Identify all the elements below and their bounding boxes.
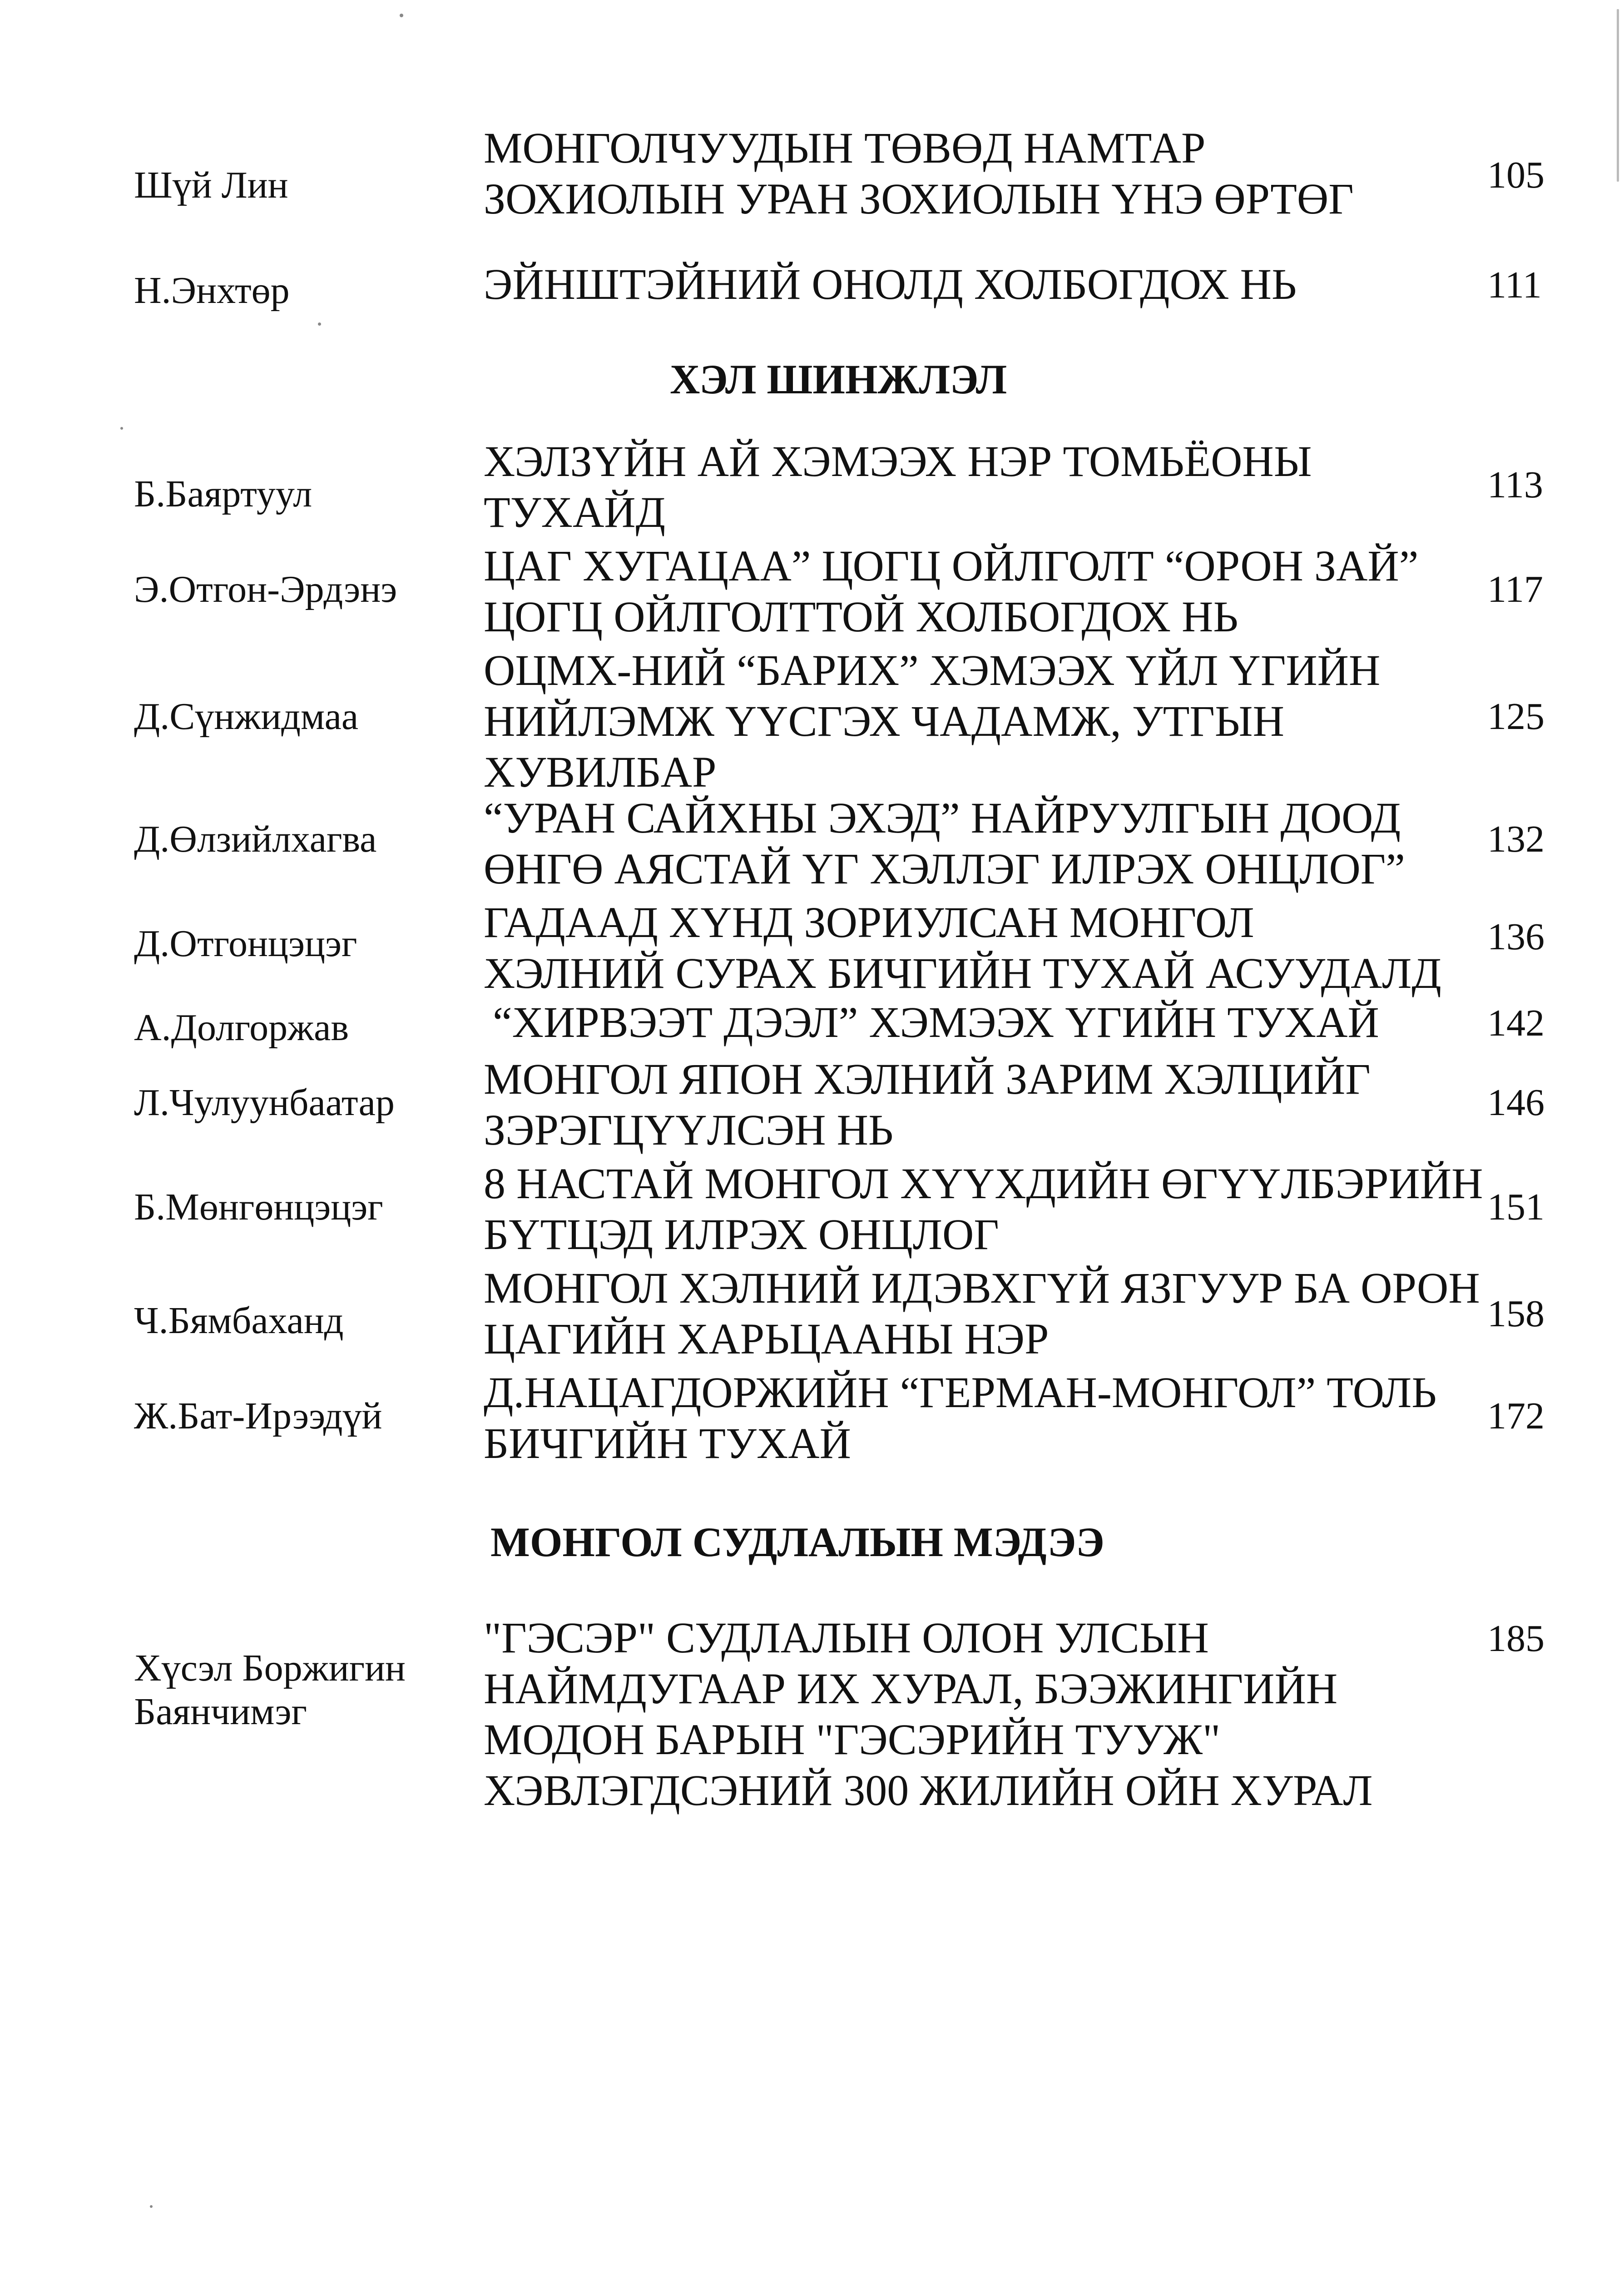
toc-title [484, 1054, 1371, 1155]
toc-page-number: 113 [1487, 464, 1543, 506]
section-heading-mongolian-studies-news: МОНГОЛ СУДЛАЛЫН МЭДЭЭ [490, 1519, 1104, 1565]
toc-author: Ч.Бямбаханд [134, 1299, 344, 1342]
toc-page-number: 111 [1487, 264, 1542, 306]
toc-title [484, 123, 1354, 224]
toc-title [484, 897, 1441, 999]
toc-title [484, 540, 1418, 642]
toc-author: Д.Отгонцэцэг [134, 922, 357, 965]
toc-title-line: 8 НАСТАЙ МОНГОЛ ХҮҮХДИЙН ӨГҮҮЛБЭРИЙН [484, 1159, 1483, 1208]
toc-page-number: 158 [1487, 1293, 1545, 1335]
toc-title-line: ОЦМХ-НИЙ “БАРИХ” ХЭМЭЭХ ҮЙЛ ҮГИЙН [484, 646, 1381, 694]
toc-title-line: ЗЭРЭГЦҮҮЛСЭН НЬ [484, 1106, 894, 1154]
toc-title [484, 436, 1312, 538]
scan-speck [400, 14, 403, 17]
toc-title [484, 1367, 1436, 1469]
toc-title-line: ТУХАЙД [484, 488, 666, 536]
toc-page-number: 142 [1487, 1002, 1545, 1044]
scan-speck [120, 427, 123, 430]
toc-title-line: ЦАГ ХУГАЦАА” ЦОГЦ ОЙЛГОЛТ “ОРОН ЗАЙ” [484, 541, 1419, 590]
toc-title [484, 645, 1380, 798]
toc-page-number: 136 [1487, 916, 1545, 958]
toc-title-line: ХЭЛЗҮЙН АЙ ХЭМЭЭХ НЭР ТОМЬЁОНЫ [484, 437, 1312, 486]
scan-speck [1617, 9, 1619, 182]
toc-title-line: БИЧГИЙН ТУХАЙ [484, 1419, 851, 1468]
toc-title [484, 793, 1405, 894]
toc-title-line: ЗОХИОЛЫН УРАН ЗОХИОЛЫН ҮНЭ ӨРТӨГ [484, 174, 1354, 223]
toc-author [134, 1646, 406, 1734]
toc-page-number: 125 [1487, 695, 1545, 738]
toc-page-number: 151 [1487, 1186, 1545, 1228]
toc-title-line: ЦАГИЙН ХАРЬЦААНЫ НЭР [484, 1314, 1049, 1363]
toc-title [484, 259, 1297, 310]
toc-title [484, 1158, 1483, 1260]
toc-author: Ж.Бат-Ирээдүй [134, 1395, 382, 1437]
toc-title-line: ЭЙНШТЭЙНИЙ ОНОЛД ХОЛБОГДОХ НЬ [484, 260, 1297, 308]
toc-author: Д.Өлзийлхагва [134, 818, 377, 860]
toc-author: Н.Энхтөр [134, 269, 290, 312]
toc-title-line: МОДОН БАРЫН "ГЭСЭРИЙН ТУУЖ" [484, 1715, 1221, 1764]
toc-author-line: Баянчимэг [134, 1691, 307, 1733]
toc-title-line: НИЙЛЭМЖ ҮҮСГЭХ ЧАДАМЖ, УТГЫН [484, 697, 1284, 745]
toc-title-line: ХЭВЛЭГДСЭНИЙ 300 ЖИЛИЙН ОЙН ХУРАЛ [484, 1766, 1373, 1815]
toc-page-number: 132 [1487, 818, 1545, 860]
section-heading-linguistics: ХЭЛ ШИНЖЛЭЛ [670, 356, 1007, 402]
toc-title [484, 1612, 1373, 1816]
toc-title-line: ГАДААД ХҮНД ЗОРИУЛСАН МОНГОЛ [484, 898, 1254, 947]
toc-title-line: ЦОГЦ ОЙЛГОЛТТОЙ ХОЛБОГДОХ НЬ [484, 592, 1238, 641]
toc-title [484, 1263, 1480, 1364]
toc-page-number: 172 [1487, 1395, 1545, 1437]
toc-title-line: “УРАН САЙХНЫ ЭХЭД” НАЙРУУЛГЫН ДООД [484, 793, 1401, 842]
toc-author: Э.Отгон-Эрдэнэ [134, 568, 397, 610]
toc-title-line: МОНГОЛЧУУДЫН ТӨВӨД НАМТАР [484, 124, 1206, 172]
toc-author-line: Хүсэл Боржигин [134, 1647, 406, 1689]
toc-page-number: 146 [1487, 1081, 1545, 1124]
toc-title-line: НАЙМДУГААР ИХ ХУРАЛ, БЭЭЖИНГИЙН [484, 1664, 1338, 1713]
toc-title-line: ХУВИЛБАР [484, 748, 717, 796]
toc-author: Л.Чулуунбаатар [134, 1081, 395, 1124]
toc-author: Б.Баяртуул [134, 473, 312, 515]
toc-author: Б.Мөнгөнцэцэг [134, 1186, 383, 1228]
toc-page-number: 105 [1487, 154, 1545, 196]
toc-title-line: МОНГОЛ ЯПОН ХЭЛНИЙ ЗАРИМ ХЭЛЦИЙГ [484, 1055, 1371, 1103]
toc-title [493, 997, 1379, 1048]
scan-speck [150, 2205, 153, 2208]
toc-page-number: 117 [1487, 568, 1543, 610]
toc-author: Д.Сүнжидмаа [134, 695, 359, 738]
toc-title-line: ӨНГӨ АЯСТАЙ ҮГ ХЭЛЛЭГ ИЛРЭХ ОНЦЛОГ” [484, 844, 1405, 893]
toc-title-line: ХЭЛНИЙ СУРАХ БИЧГИЙН ТУХАЙ АСУУДАЛД [484, 949, 1441, 997]
scan-speck [318, 322, 321, 326]
toc-title-line: “ХИРВЭЭТ ДЭЭЛ” ХЭМЭЭХ ҮГИЙН ТУХАЙ [493, 998, 1379, 1046]
toc-author: А.Долгоржав [134, 1007, 349, 1049]
toc-page-number: 185 [1487, 1617, 1545, 1660]
toc-title-line: "ГЭСЭР" СУДЛАЛЫН ОЛОН УЛСЫН [484, 1613, 1209, 1662]
toc-author: Шүй Лин [134, 164, 288, 206]
toc-title-line: МОНГОЛ ХЭЛНИЙ ИДЭВХГҮЙ ЯЗГУУР БА ОРОН [484, 1264, 1480, 1312]
toc-title-line: Д.НАЦАГДОРЖИЙН “ГЕРМАН-МОНГОЛ” ТОЛЬ [484, 1368, 1437, 1417]
toc-title-line: БҮТЦЭД ИЛРЭХ ОНЦЛОГ [484, 1210, 999, 1259]
